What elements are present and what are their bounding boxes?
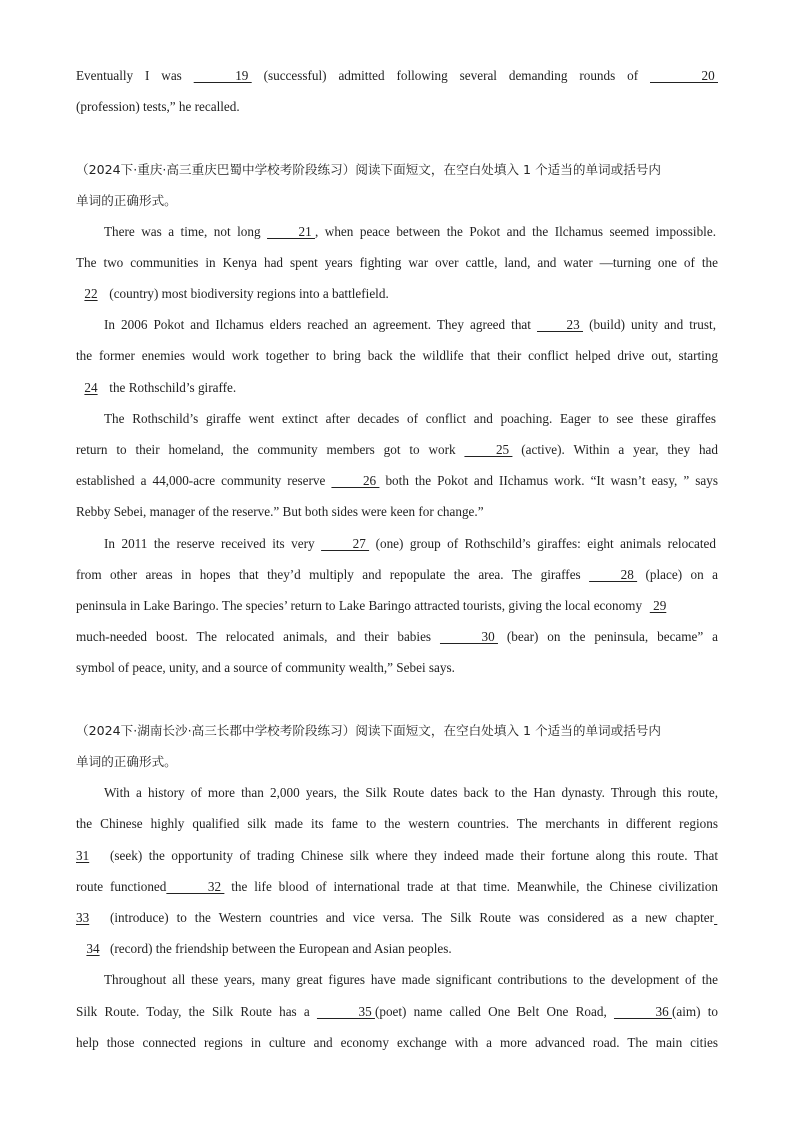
text-segment: route functioned [76, 879, 167, 894]
blank-25: 25 [464, 442, 513, 457]
text-segment: (active). Within a year, they had [512, 442, 718, 457]
text-segment: (country) most biodiversity regions into a battlefield. [106, 286, 389, 301]
text-segment: the Rothschild’s giraffe. [106, 380, 237, 395]
text-segment: (bear) on the peninsula, became” a [497, 629, 718, 644]
blank-36: 36 [613, 1004, 672, 1019]
text-line [76, 378, 718, 398]
text-line [76, 440, 718, 460]
text-segment: (place) on a [637, 567, 718, 582]
text-segment: established a 44,000-acre community reserve [76, 473, 332, 488]
text-segment: from other areas in hopes that they’d multiply and repopulate the area. The giraffes [76, 567, 590, 582]
text-segment: (successful) admitted following several demanding rounds of [251, 68, 650, 83]
text-segment: In 2011 the reserve received its very [104, 536, 322, 551]
text-segment: much-needed boost. The relocated animals, and their babies [76, 629, 440, 644]
text-line [76, 284, 718, 304]
text-line: the Chinese highly qualified silk made its fame to the western countries. The merchants in different regions [76, 816, 718, 831]
text-segment: (introduce) to the Western countries and vice versa. The Silk Route was considered as a new chapter [110, 910, 714, 925]
blank-34: 34 [86, 941, 100, 956]
text-line [104, 222, 716, 242]
text-segment: peninsula in Lake Baringo. The species’ return to Lake Baringo attracted tourists, giving the local economy [76, 598, 643, 613]
blank-32: 32 [166, 879, 225, 894]
blank-35: 35 [316, 1004, 375, 1019]
text-line: (profession) tests,” he recalled. [76, 99, 240, 114]
text-segment: Eventually I was [76, 68, 194, 83]
blank-20: 20 [650, 68, 718, 83]
blank-24: 24 [84, 380, 98, 395]
blank-26: 26 [331, 473, 380, 488]
blank-34-start [714, 908, 718, 928]
text-line: Throughout all these years, many great figures have made significant contributions to the development of the [104, 972, 718, 987]
text-line: Rebby Sebei, manager of the reserve.” But both sides were keen for change.” [76, 504, 484, 519]
text-segment: (build) unity and trust, [583, 317, 716, 332]
text-line [76, 877, 718, 897]
blank-23: 23 [537, 317, 584, 332]
blank-31: 31 [76, 848, 90, 863]
text-line [76, 471, 718, 491]
blank-19: 19 [193, 68, 252, 83]
text-line [76, 1002, 718, 1022]
blank-27: 27 [321, 536, 370, 551]
text-line: The Rothschild’s giraffe went extinct after decades of conflict and poaching. Eager to see these giraffes [104, 411, 716, 426]
text-line [76, 908, 718, 928]
text-segment: return to their homeland, the community members got to work [76, 442, 465, 457]
text-segment: the life blood of international trade at that time. Meanwhile, the Chinese civilization [224, 879, 718, 894]
text-line: The two communities in Kenya had spent years fighting war over cattle, land, and water —turning one of the [76, 255, 718, 270]
text-line [104, 534, 716, 554]
blank-29: 29 [649, 598, 667, 613]
text-line [104, 315, 716, 335]
text-line [76, 596, 718, 616]
text-line [76, 846, 718, 866]
text-segment: both the Pokot and IIchamus work. “It wasn’t easy, ” says [379, 473, 718, 488]
text-line: symbol of peace, unity, and a source of community wealth,” Sebei says. [76, 660, 455, 675]
section-heading-cont: 单词的正确形式。 [76, 193, 177, 208]
text-segment: (record) the friendship between the European and Asian peoples. [110, 941, 452, 956]
text-line: With a history of more than 2,000 years, the Silk Route dates back to the Han dynasty. Through this route, [104, 785, 718, 800]
text-line [76, 66, 718, 86]
text-segment: In 2006 Pokot and Ilchamus elders reached an agreement. They agreed that [104, 317, 538, 332]
text-segment: (aim) to [671, 1004, 718, 1019]
blank-33: 33 [76, 910, 90, 925]
section-heading: （2024下·湖南长沙·高三长郡中学校考阶段练习）阅读下面短文，在空白处填入 1 个适当的单词或括号内 [76, 723, 662, 738]
blank-30: 30 [439, 629, 498, 644]
blank-22: 22 [84, 286, 98, 301]
text-line [76, 565, 718, 585]
section-heading-cont: 单词的正确形式。 [76, 754, 177, 769]
text-line: help those connected regions in culture and economy exchange with a more advanced road. The main cities [76, 1035, 718, 1050]
section-heading: （2024下·重庆·高三重庆巴蜀中学校考阶段练习）阅读下面短文，在空白处填入 1 个适当的单词或括号内 [76, 162, 662, 177]
blank-28: 28 [589, 567, 638, 582]
blank-21: 21 [267, 224, 316, 239]
text-line [76, 627, 718, 647]
text-segment: There was a time, not long [104, 224, 268, 239]
text-line: the former enemies would work together to bring back the wildlife that their conflict helped drive out, starting [76, 348, 718, 363]
text-line [76, 939, 718, 959]
text-segment: Silk Route. Today, the Silk Route has a [76, 1004, 317, 1019]
text-segment: (poet) name called One Belt One Road, [374, 1004, 614, 1019]
text-segment: (one) group of Rothschild’s giraffes: eight animals relocated [369, 536, 716, 551]
text-segment: , when peace between the Pokot and the Ilchamus seemed impossible. [315, 224, 716, 239]
text-segment: (seek) the opportunity of trading Chinese silk where they indeed made their fortune along this route. That [110, 848, 718, 863]
